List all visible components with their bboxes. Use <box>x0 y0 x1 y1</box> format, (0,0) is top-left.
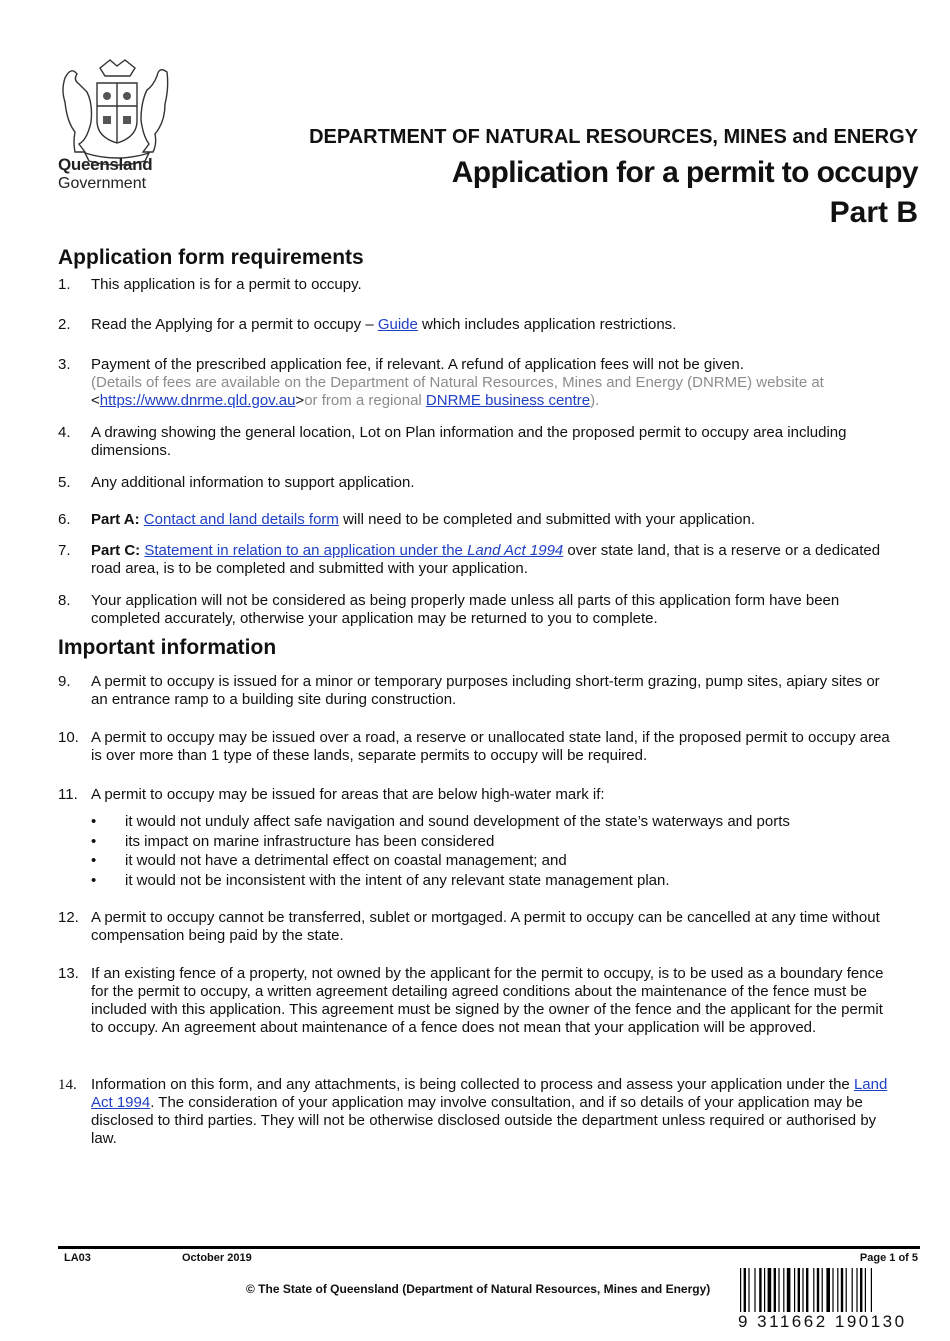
barcode-bar <box>754 1268 755 1312</box>
item-number: 2. <box>58 316 71 333</box>
barcode-bar <box>832 1268 833 1312</box>
item-number: 6. <box>58 511 71 528</box>
item-number: 7. <box>58 542 71 559</box>
barcode-bar <box>846 1268 847 1312</box>
bracket-open: < <box>91 392 100 409</box>
link-text-italic: Land Act 1994 <box>467 542 564 559</box>
link-text: Statement in relation to an application under the <box>144 542 468 559</box>
barcode-number: 9 311662 190130 <box>738 1312 907 1331</box>
barcode-bar <box>871 1268 872 1312</box>
page-title: Application for a permit to occupy <box>451 156 918 189</box>
barcode-bar <box>774 1268 776 1312</box>
item-number: 1. <box>58 276 71 293</box>
barcode-bar <box>740 1268 741 1312</box>
dnrme-business-centre-link[interactable]: DNRME business centre <box>425 392 591 409</box>
item-text: will need to be completed and submitted with your application. <box>338 511 755 528</box>
section-heading-important: Important information <box>58 636 277 659</box>
barcode-bar <box>856 1268 857 1312</box>
item-number: 10. <box>58 729 79 746</box>
barcode-bar <box>794 1268 795 1312</box>
item-text: . The consideration of your application may involve consultation, and if so details of your application may be disclosed to third parties. They will not be otherwise disclosed outside the department unless required or authorised by law. <box>91 1094 877 1147</box>
form-date: October 2019 <box>182 1252 252 1264</box>
item-number: 8. <box>58 592 71 609</box>
bullet-item: • it would not have a detrimental effect on coastal management; and <box>91 851 790 871</box>
list-item <box>58 729 892 765</box>
item-text: A permit to occupy may be issued over a road, a reserve or unallocated state land, if the proposed permit to occupy area is over more than 1 type of these lands, separate permits to occupy will be required. <box>91 729 890 764</box>
item-number: 9. <box>58 673 71 690</box>
dnrme-website-link[interactable]: https://www.dnrme.qld.gov.au <box>99 392 296 409</box>
page-number: Page 1 of 5 <box>859 1252 918 1264</box>
barcode <box>738 1268 918 1330</box>
bracket-close: > <box>295 392 305 409</box>
barcode-bar <box>841 1268 843 1312</box>
barcode-bar <box>778 1268 779 1312</box>
item-number: 14. <box>58 1077 77 1093</box>
bullet-item: • it would not be inconsistent with the intent of any relevant state management plan. <box>91 871 790 891</box>
logo-text-queensland: Queensland <box>58 155 153 174</box>
item-text: A drawing showing the general location, Lot on Plan information and the proposed permit to occupy area including dimensions. <box>91 424 847 459</box>
barcode-bar <box>822 1268 823 1312</box>
item-text: Payment of the prescribed application fee, if relevant. A refund of application fees will not be given. <box>91 356 744 373</box>
fees-note-close: ). <box>590 392 600 409</box>
form-code: LA03 <box>64 1252 91 1264</box>
department-name: DEPARTMENT OF NATURAL RESOURCES, MINES and ENERGY <box>309 126 918 148</box>
list-item <box>58 1076 892 1148</box>
barcode-bar <box>744 1268 746 1312</box>
section-heading-requirements: Application form requirements <box>58 246 364 269</box>
item-text: which includes application restrictions. <box>417 316 677 333</box>
barcode-bar <box>852 1268 853 1312</box>
item-text: Your application will not be considered as being properly made unless all parts of this application form have been completed accurately, otherwise your application may be returned to you to complete. <box>91 592 840 627</box>
list-item <box>58 511 892 529</box>
item-number: 5. <box>58 474 71 491</box>
list-item <box>58 786 892 804</box>
item-number: 4. <box>58 424 71 441</box>
list-item <box>58 592 892 628</box>
part-a-form-link[interactable]: Contact and land details form <box>143 511 339 528</box>
bullet-item: • it would not unduly affect safe navigation and sound development of the state’s waterways and ports <box>91 812 790 832</box>
barcode-bar <box>806 1268 808 1312</box>
list-item <box>58 542 892 578</box>
barcode-bar <box>798 1268 800 1312</box>
fees-note-cont: or from a regional <box>304 392 426 409</box>
part-c-statement-link[interactable] <box>144 542 563 559</box>
item-text: A permit to occupy may be issued for areas that are below high-water mark if: <box>91 786 605 803</box>
barcode-bar <box>783 1268 784 1312</box>
item-text: A permit to occupy cannot be transferred, sublet or mortgaged. A permit to occupy can be cancelled at any time without compensation being paid by the state. <box>91 909 880 944</box>
item-text: This application is for a permit to occupy. <box>91 276 362 293</box>
page-subtitle-part: Part B <box>829 196 918 229</box>
barcode-bar <box>860 1268 862 1312</box>
list-item <box>58 474 892 492</box>
barcode-bar <box>768 1268 772 1312</box>
list-item <box>58 909 892 945</box>
barcode-bar <box>764 1268 765 1312</box>
item-number: 13. <box>58 965 79 982</box>
logo-text-government: Government <box>58 175 147 192</box>
land-act-link[interactable]: Land Act 1994 <box>91 1076 888 1111</box>
list-item <box>58 276 892 294</box>
barcode-bar <box>748 1268 749 1312</box>
conditions-bullet-list <box>91 812 790 890</box>
barcode-bar <box>865 1268 866 1312</box>
item-text: Information on this form, and any attachments, is being collected to process and assess your application under the <box>91 1076 854 1093</box>
item-text: Any additional information to support application. <box>91 474 415 491</box>
copyright-notice: © The State of Queensland (Department of Natural Resources, Mines and Energy) <box>246 1282 711 1296</box>
bullet-item: • its impact on marine infrastructure has been considered <box>91 832 790 852</box>
barcode-bar <box>826 1268 830 1312</box>
item-number: 11. <box>58 786 78 803</box>
list-item <box>58 965 892 1037</box>
barcode-bar <box>802 1268 803 1312</box>
item-number: 3. <box>58 356 71 373</box>
barcode-bar <box>837 1268 838 1312</box>
list-item <box>58 673 892 709</box>
item-number: 12. <box>58 909 79 926</box>
barcode-bar <box>759 1268 761 1312</box>
barcode-bar <box>813 1268 814 1312</box>
barcode-bar <box>817 1268 819 1312</box>
item-text: Read the Applying for a permit to occupy – <box>91 316 378 333</box>
item-text: A permit to occupy is issued for a minor or temporary purposes including short-term grazing, pump sites, apiary sites or an entrance ramp to a building site during construction. <box>91 673 880 708</box>
part-label: Part C: <box>91 542 145 559</box>
item-text: over state land, that is a reserve or a dedicated road area, is to be completed and submitted with your application. <box>91 542 881 577</box>
barcode-bar <box>787 1268 791 1312</box>
list-item <box>58 316 892 334</box>
part-label: Part A: <box>91 511 144 528</box>
footer-divider <box>58 1246 920 1249</box>
fees-note: (Details of fees are available on the Department of Natural Resources, Mines and Energy (DNRME) website at <box>91 374 824 391</box>
list-item <box>58 424 892 460</box>
item-text: If an existing fence of a property, not owned by the applicant for the permit to occupy, is to be used as a boundary fence for the permit to occupy, a written agreement detailing agreed conditions about the maintenance of the fence must be included with this application. This agreement must be signed by the owner of the fence and the applicant for the permit to occupy. An agreement about maintenance of a fence does not mean that your application will be approved. <box>91 965 884 1036</box>
guide-link[interactable]: Guide <box>377 316 418 333</box>
list-item <box>58 356 892 410</box>
barcode-bars <box>738 1268 918 1312</box>
